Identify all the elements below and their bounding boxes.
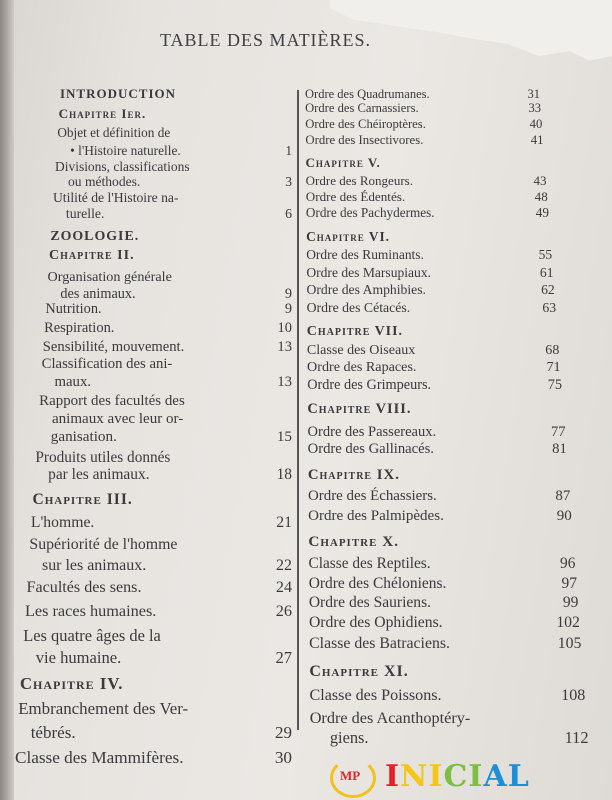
toc-entry-line: Ordre des Échassiers. [308, 487, 437, 504]
page-number: 87 [555, 487, 571, 504]
toc-entry-line: Classification des ani- [41, 355, 173, 372]
page-number: 102 [556, 614, 580, 632]
page-number: 22 [276, 557, 292, 574]
page-edge [0, 0, 14, 800]
page-number: 61 [539, 264, 554, 280]
toc-entry-line: par les animaux. [48, 466, 150, 484]
toc-entry-line: Organisation générale [47, 269, 172, 286]
toc-entry-line: Objet et définition de [57, 125, 171, 141]
toc-entry-line: ganisation. [50, 427, 117, 445]
page-number: 71 [546, 359, 561, 376]
toc-entry-line: • l'Histoire naturelle. [70, 142, 181, 158]
page-number: 29 [274, 723, 292, 743]
page-number: 63 [542, 299, 557, 315]
column-divider [297, 90, 299, 730]
toc-entry-line: Supériorité de l'homme [29, 536, 178, 554]
toc-entry-line: Classe des Poissons. [309, 686, 442, 704]
chapter-heading: Chapitre III. [32, 491, 133, 509]
watermark-letter: C [443, 759, 469, 794]
toc-entry-line: Nutrition. [45, 301, 102, 318]
toc-entry-line: Ordre des Grimpeurs. [307, 377, 432, 394]
toc-entry-line: turelle. [65, 205, 105, 221]
page-number: 10 [277, 320, 292, 337]
toc-entry-line: Ordre des Marsupiaux. [306, 264, 432, 280]
toc-entry-line: Ordre des Palmipèdes. [308, 507, 444, 524]
toc-entry-line: Classe des Reptiles. [308, 554, 431, 572]
toc-entry-line: Ordre des Ophidiens. [308, 614, 443, 632]
watermark-letter: L [507, 759, 530, 794]
page-number: 13 [277, 373, 292, 390]
toc-entry-line: Ordre des Cétacés. [306, 299, 411, 315]
page-number: 75 [547, 377, 562, 394]
page-number: 43 [533, 173, 547, 189]
page-number: 31 [527, 86, 540, 101]
page-number: 90 [556, 507, 572, 524]
page-number: 30 [274, 748, 292, 768]
toc-entry-line: Classe des Mammifères. [15, 748, 184, 768]
toc-entry-line: Divisions, classifications [55, 158, 190, 174]
toc-entry-line: animaux avec leur or- [51, 410, 184, 427]
chapter-heading: Chapitre VII. [306, 323, 403, 339]
toc-entry-line: tébrés. [30, 723, 76, 743]
page-number: 108 [561, 686, 586, 704]
toc-entry-line: Ordre des Carnassiers. [305, 100, 419, 115]
toc-entry-line: Ordre des Quadrumanes. [305, 86, 430, 101]
section-heading: INTRODUCTION [60, 86, 177, 102]
toc-entry-line: vie humaine. [35, 647, 122, 667]
toc-entry-line: Ordre des Gallinacés. [307, 441, 434, 458]
toc-entry-line: Rapport des facultés des [39, 392, 185, 409]
page-number: 55 [538, 246, 553, 262]
page-number: 9 [284, 286, 292, 303]
toc-entry-line: Ordre des Pachydermes. [305, 205, 435, 221]
toc-entry-line: Ordre des Acanthoptéry- [309, 708, 471, 727]
toc-entry-line: Classe des Oiseaux [306, 342, 416, 359]
watermark-letter: A [483, 759, 508, 794]
page-number: 21 [276, 514, 292, 532]
page-number: 48 [534, 189, 548, 205]
chapter-heading: Chapitre XI. [309, 663, 409, 680]
toc-entry-line: Sensibilité, mouvement. [42, 339, 185, 356]
page-number: 27 [275, 647, 292, 667]
toc-entry-line: Ordre des Passereaux. [307, 424, 437, 441]
page-number: 49 [535, 205, 549, 221]
watermark-logo [385, 759, 530, 794]
toc-entry-line: Ordre des Ruminants. [306, 246, 424, 262]
chapter-heading: Chapitre V. [305, 155, 381, 171]
toc-entry-line: Embranchement des Ver- [18, 699, 189, 719]
page-number: 3 [285, 173, 292, 189]
page-number: 112 [564, 727, 589, 747]
toc-entry-line: Utilité de l'Histoire na- [52, 189, 179, 205]
page-title: TABLE DES MATIÈRES. [160, 30, 372, 50]
toc-entry-line: Ordre des Rapaces. [307, 359, 417, 376]
toc-entry-line: L'homme. [30, 514, 95, 532]
page-number: 81 [552, 441, 567, 458]
page-number: 97 [561, 575, 577, 593]
toc-entry-line: Les races humaines. [24, 601, 157, 620]
toc-entry-line: maux. [54, 373, 92, 390]
page-number: 99 [562, 594, 579, 612]
page-number: 24 [275, 578, 292, 596]
toc-entry-line: Produits utiles donnés [35, 448, 171, 466]
watermark-letter: I [468, 759, 484, 794]
chapter-heading: Chapitre Ier. [58, 106, 147, 122]
section-heading: ZOOLOGIE. [50, 228, 140, 244]
toc-entry-line: Ordre des Amphibies. [306, 281, 426, 297]
watermark-letter: I [385, 759, 401, 794]
page-number: 26 [275, 601, 292, 620]
toc-entry-line: Les quatre âges de la [23, 625, 161, 645]
chapter-heading: Chapitre X. [308, 532, 400, 550]
page-number: 6 [285, 205, 292, 221]
toc-entry-line: Ordre des Rongeurs. [305, 173, 413, 189]
page-number: 1 [285, 142, 292, 158]
page-number: 77 [550, 424, 566, 441]
toc-entry-line: Ordre des Chéloniens. [308, 575, 447, 593]
toc-entry-line: des animaux. [60, 286, 136, 303]
watermark-seal [330, 758, 376, 798]
toc-entry-line: giens. [329, 727, 369, 747]
page-number: 68 [545, 342, 560, 359]
toc-entry-line: Ordre des Sauriens. [308, 594, 432, 612]
page-number: 105 [557, 635, 582, 653]
page-number: 33 [528, 100, 542, 115]
chapter-heading: Chapitre IV. [19, 674, 124, 694]
toc-entry-line: Classe des Batraciens. [309, 635, 450, 653]
toc-entry-line: ou méthodes. [68, 173, 141, 189]
page-number: 96 [560, 554, 576, 572]
page-number: 9 [284, 301, 292, 318]
toc-entry-line: sur les animaux. [41, 557, 147, 574]
page-number: 40 [529, 117, 543, 132]
page-number: 18 [276, 466, 292, 484]
chapter-heading: Chapitre IX. [307, 466, 400, 483]
chapter-heading: Chapitre VI. [306, 228, 391, 244]
chapter-heading: Chapitre II. [48, 248, 135, 264]
watermark-letter: I [428, 759, 444, 794]
torn-corner [330, 0, 612, 80]
page-number: 62 [541, 281, 555, 297]
watermark-letter: N [400, 759, 429, 794]
watermark-seal-text: MP [340, 768, 361, 783]
toc-entry-line: Ordre des Insectivores. [305, 133, 424, 148]
toc-entry-line: Respiration. [44, 320, 115, 337]
toc-entry-line: Ordre des Édentés. [305, 189, 406, 205]
toc-entry-line: Ordre des Chéiroptères. [305, 117, 426, 132]
chapter-heading: Chapitre VIII. [307, 401, 412, 418]
page-number: 41 [530, 133, 544, 148]
page-number: 13 [277, 339, 292, 356]
page-number: 15 [276, 427, 292, 445]
toc-entry-line: Facultés des sens. [26, 578, 142, 596]
